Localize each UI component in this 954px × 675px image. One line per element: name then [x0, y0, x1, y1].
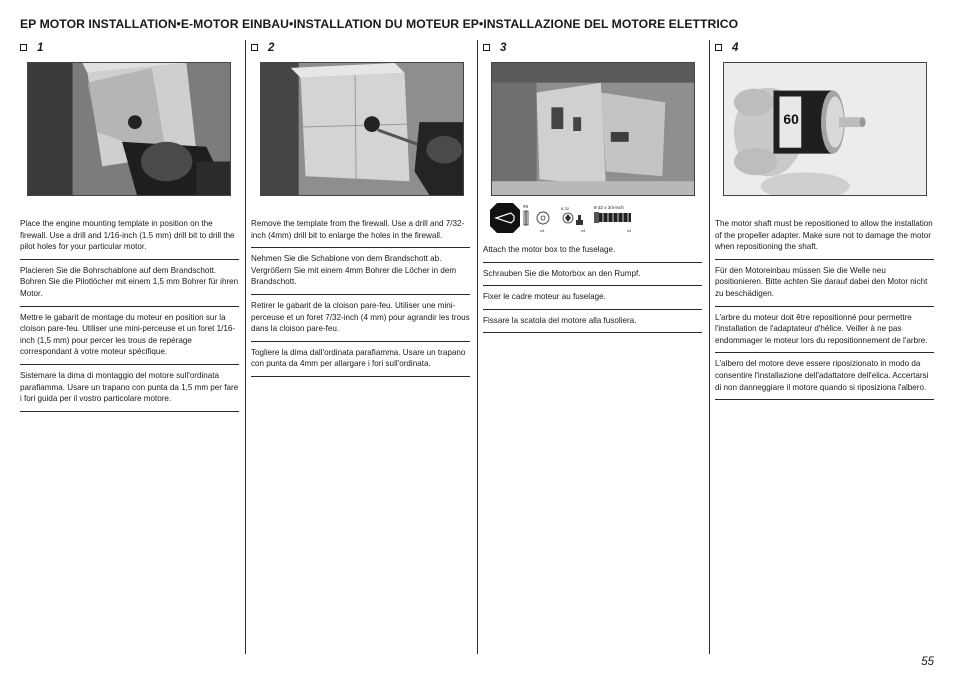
step-3-text: [483, 240, 702, 333]
nut-size-label: 8-32: [561, 206, 570, 211]
paragraph-de: Placieren Sie die Bohrschablone auf dem Brandschott. Bohren Sie die Pilotlöcher mit einem 1,5 mm Bohrer für ihren Motor.: [20, 260, 239, 307]
paragraph-de: Nehmen Sie die Schablone von dem Brandschott ab. Vergrößern Sie mit einem 4mm Bohrer die Löcher in dem Brandschott.: [251, 248, 470, 295]
step-1-text: [20, 214, 239, 412]
step-2-photo: [260, 62, 464, 196]
checkbox-icon[interactable]: [251, 44, 258, 51]
column-divider: [245, 40, 246, 654]
checkbox-icon[interactable]: [483, 44, 490, 51]
paragraph-fr: Fixer le cadre moteur au fuselage.: [483, 286, 702, 310]
step-3-photo: [491, 62, 695, 196]
checkbox-icon[interactable]: [20, 44, 27, 51]
step-3-header: [483, 40, 702, 55]
paragraph-fr: Mettre le gabarit de montage du moteur en position sur la cloison pare-feu. Utiliser une mini-perceuse et un foret 1/16-inch (1,5 mm) pour percer les trous de repérage correspondant à votre moteur spécifique.: [20, 307, 239, 365]
nut-count: x4: [581, 228, 586, 233]
checkbox-icon[interactable]: [715, 44, 722, 51]
step-2-header: [251, 40, 470, 55]
paragraph-en: The motor shaft must be repositioned to allow the installation of the propeller adapter. Make sure not to damage the motor when repositioning the shaft.: [715, 214, 934, 260]
step-3-column: [483, 40, 702, 325]
column-divider: [477, 40, 478, 654]
step-1-header: [20, 40, 239, 55]
paragraph-en: Place the engine mounting template in position on the firewall. Use a drill and 1/16-inch (1.5 mm) drill bit to drill the pilot holes for your particular motor.: [20, 214, 239, 260]
step-4-header: [715, 40, 934, 55]
step-number: 2: [268, 41, 275, 54]
paragraph-it: Fissare la scatola del motore alla fusoliera.: [483, 310, 702, 334]
hardware-illustration: [489, 202, 649, 234]
page-number: 55: [921, 656, 934, 668]
bolt-size-label: 8-32 x 3/4-inch: [594, 205, 624, 210]
hardware-size-label: #8: [523, 204, 529, 209]
step-2-column: [251, 40, 470, 369]
paragraph-de: Schrauben Sie die Motorbox an den Rumpf.: [483, 263, 702, 287]
step-2-text: [251, 214, 470, 377]
paragraph-en: Attach the motor box to the fuselage.: [483, 240, 702, 263]
step-4-photo: [723, 62, 927, 196]
step-number: 1: [37, 41, 44, 54]
paragraph-en: Remove the template from the firewall. Use a drill and 7/32-inch (4mm) drill bit to enlarge the holes in the firewall.: [251, 214, 470, 248]
paragraph-fr: L'arbre du moteur doit être repositionné pour permettre l'installation de l'adaptateur d'hélice. Veiller à ne pas endommager le moteur lors du repositionnement de l'arbre.: [715, 307, 934, 354]
step-number: 4: [732, 41, 739, 54]
step-4-text: [715, 214, 934, 400]
paragraph-fr: Retirer le gabarit de la cloison pare-feu. Utiliser une mini-perceuse et un foret 7/32-inch (4 mm) pour agrandir les trous dans la cloison pare-feu.: [251, 295, 470, 342]
paragraph-it: Sistemare la dima di montaggio del motore sull'ordinata parafiamma. Usare un trapano con punta da 1,5 mm per fare i fori guida per il vostro particolare motore.: [20, 365, 239, 412]
paragraph-de: Für den Motoreinbau müssen Sie die Welle neu positionieren. Bitte achten Sie darauf dabei den Motor nicht zu beschädigen.: [715, 260, 934, 307]
column-divider: [709, 40, 710, 654]
page-title: EP MOTOR INSTALLATION•E-MOTOR EINBAU•INSTALLATION DU MOTEUR EP•INSTALLAZIONE DEL MOTORE ELETTRICO: [20, 17, 739, 31]
paragraph-it: L'albero del motore deve essere riposizionato in modo da consentire l'installazione dell'adattatore dell'elica. Accertarsi di non danneggiare il motore quando si riposiziona l'albero.: [715, 353, 934, 400]
step-4-column: [715, 40, 934, 392]
bolt-count: x4: [627, 228, 632, 233]
motor-label-text: 60: [783, 111, 799, 128]
washer-count: x4: [540, 228, 545, 233]
step-1-photo: [27, 62, 231, 196]
step-number: 3: [500, 41, 507, 54]
paragraph-it: Togliere la dima dall'ordinata parafiamma. Usare un trapano con punta da 4mm per allargare i fori sull'ordinata.: [251, 342, 470, 377]
step-1-column: [20, 40, 239, 404]
